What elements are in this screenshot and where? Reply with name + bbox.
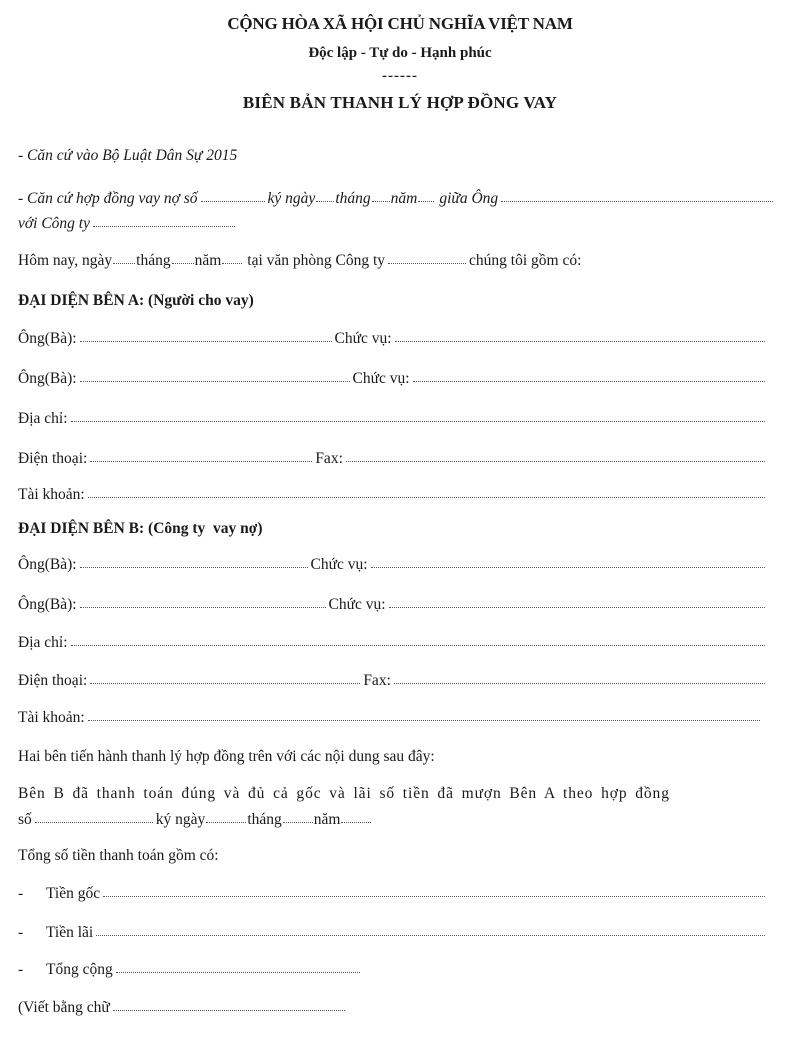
today-month-label: tháng [136, 252, 171, 269]
party-b-heading [18, 519, 263, 539]
payment-total-field[interactable] [116, 968, 360, 973]
party-b-position1-field[interactable] [371, 563, 765, 568]
party-a-person2-label: Ông(Bà): [18, 370, 77, 387]
payment-interest-label: Tiền lãi [46, 924, 94, 941]
party-b-person1-label: Ông(Bà): [18, 556, 77, 573]
intro-line [18, 251, 581, 271]
party-b-address-label: Địa chỉ: [18, 634, 68, 651]
in-words-label: (Viết bằng chữ [18, 999, 110, 1016]
contract-prefix: - Căn cứ hợp đồng vay nợ số [18, 190, 198, 207]
contract-day-field[interactable] [316, 197, 334, 202]
payment-principal-row [18, 884, 768, 904]
party-a-phone-field[interactable] [90, 457, 312, 462]
document-title: BIÊN BẢN THANH LÝ HỢP ĐỒNG VAY [242, 93, 558, 112]
country-name: CỘNG HÒA XÃ HỘI CHỦ NGHĨA VIỆT NAM [227, 14, 573, 33]
party-b-address-field[interactable] [71, 641, 766, 646]
party-b-person2-label: Ông(Bà): [18, 596, 77, 613]
statement-signed-label: ký ngày [155, 811, 206, 828]
party-a-heading [18, 291, 254, 311]
contract-month-label: tháng [335, 190, 371, 207]
party-a-person2-field[interactable] [80, 377, 350, 382]
in-words-field[interactable] [113, 1006, 345, 1011]
national-motto: Độc lập - Tự do - Hạnh phúc [308, 45, 492, 61]
party-a-position1-label: Chức vụ: [334, 330, 392, 347]
party-b-account-label: Tài khoản: [18, 709, 85, 726]
party-b-phone-row [18, 671, 768, 691]
party-a-phone-label: Điện thoại: [18, 450, 88, 467]
party-b-position2-field[interactable] [389, 603, 765, 608]
contract-signed-label: ký ngày [267, 190, 316, 207]
payment-principal-label: Tiền gốc [46, 885, 101, 902]
basis-law [18, 146, 237, 166]
statement-contract-line [18, 810, 372, 830]
in-words-row [18, 998, 348, 1018]
statement-contract-number-field[interactable] [35, 818, 153, 823]
statement-month-label: tháng [247, 811, 282, 828]
statement-line [18, 784, 670, 804]
party-b-address-row [18, 633, 768, 653]
party-a-fax-field[interactable] [346, 457, 765, 462]
party-b-fax-label: Fax: [363, 672, 391, 689]
today-month-field[interactable] [172, 259, 194, 264]
bullet-dash: - [18, 885, 24, 902]
party-b-person1-row [18, 555, 768, 575]
today-year-field[interactable] [222, 259, 242, 264]
party-b-account-row [18, 708, 763, 728]
statement-year-field[interactable] [341, 818, 371, 823]
basis-contract [18, 189, 776, 209]
party-a-account-label: Tài khoản: [18, 486, 85, 503]
at-office-label: tại văn phòng Công ty [247, 252, 386, 269]
party-b-person2-field[interactable] [80, 603, 326, 608]
party-b-phone-label: Điện thoại: [18, 672, 88, 689]
party-a-address-row [18, 409, 768, 429]
header-separator: ------ [382, 68, 418, 84]
total-intro-text: Tổng số tiền thanh toán gồm có: [18, 847, 219, 864]
party-a-fax-label: Fax: [315, 450, 343, 467]
bullet-dash: - [18, 924, 24, 941]
party-b-heading-text: ĐẠI DIỆN BÊN B: (Công ty vay nợ) [18, 520, 263, 537]
party-a-address-label: Địa chỉ: [18, 410, 68, 427]
statement-month-field[interactable] [283, 818, 313, 823]
contract-lender-name-field[interactable] [501, 197, 773, 202]
today-day-field[interactable] [113, 259, 135, 264]
payment-principal-field[interactable] [103, 892, 765, 897]
payment-interest-row [18, 923, 768, 943]
basis-company [18, 214, 238, 234]
statement-contract-no-label: số [18, 811, 32, 828]
statement-text: Bên B đã thanh toán đúng và đủ cả gốc và lãi số tiền đã mượn Bên A theo hợp đồng [18, 785, 670, 802]
contract-between-label: giữa Ông [439, 190, 499, 207]
contract-number-field[interactable] [201, 197, 265, 202]
party-b-position1-label: Chức vụ: [310, 556, 368, 573]
party-b-account-field[interactable] [88, 716, 760, 721]
party-a-account-row [18, 485, 768, 505]
contract-month-field[interactable] [372, 197, 390, 202]
party-b-phone-field[interactable] [90, 679, 360, 684]
payment-total-label: Tổng cộng [46, 961, 113, 978]
contract-year-label: năm [390, 190, 418, 207]
party-b-position2-label: Chức vụ: [328, 596, 386, 613]
office-company-field[interactable] [388, 259, 466, 264]
party-b-fax-field[interactable] [394, 679, 765, 684]
bullet-dash: - [18, 961, 24, 978]
party-b-person1-field[interactable] [80, 563, 308, 568]
statement-year-label: năm [313, 811, 341, 828]
party-a-heading-text: ĐẠI DIỆN BÊN A: (Người cho vay) [18, 292, 254, 309]
party-a-address-field[interactable] [71, 417, 766, 422]
today-label: Hôm nay, ngày [18, 252, 113, 269]
today-year-label: năm [194, 252, 222, 269]
payment-total-row [18, 960, 363, 980]
party-a-position2-label: Chức vụ: [352, 370, 410, 387]
party-a-position1-field[interactable] [395, 337, 765, 342]
we-include-label: chúng tôi gồm có: [469, 252, 582, 269]
party-b-person2-row [18, 595, 768, 615]
party-a-position2-field[interactable] [413, 377, 765, 382]
proceed-text: Hai bên tiến hành thanh lý hợp đồng trên với các nội dung sau đây: [18, 748, 435, 765]
total-intro-line [18, 846, 219, 866]
party-a-person2-row [18, 369, 768, 389]
party-a-person1-field[interactable] [80, 337, 332, 342]
statement-day-field[interactable] [206, 818, 246, 823]
contract-with-company-label: với Công ty [18, 215, 90, 232]
proceed-line [18, 747, 435, 767]
payment-interest-field[interactable] [96, 931, 765, 936]
party-a-phone-row [18, 449, 768, 469]
basis-law-text: - Căn cứ vào Bộ Luật Dân Sự 2015 [18, 147, 238, 164]
party-a-account-field[interactable] [88, 493, 765, 498]
contract-company-field[interactable] [93, 222, 235, 227]
contract-year-field[interactable] [418, 197, 434, 202]
party-a-person1-label: Ông(Bà): [18, 330, 77, 347]
party-a-person1-row [18, 329, 768, 349]
